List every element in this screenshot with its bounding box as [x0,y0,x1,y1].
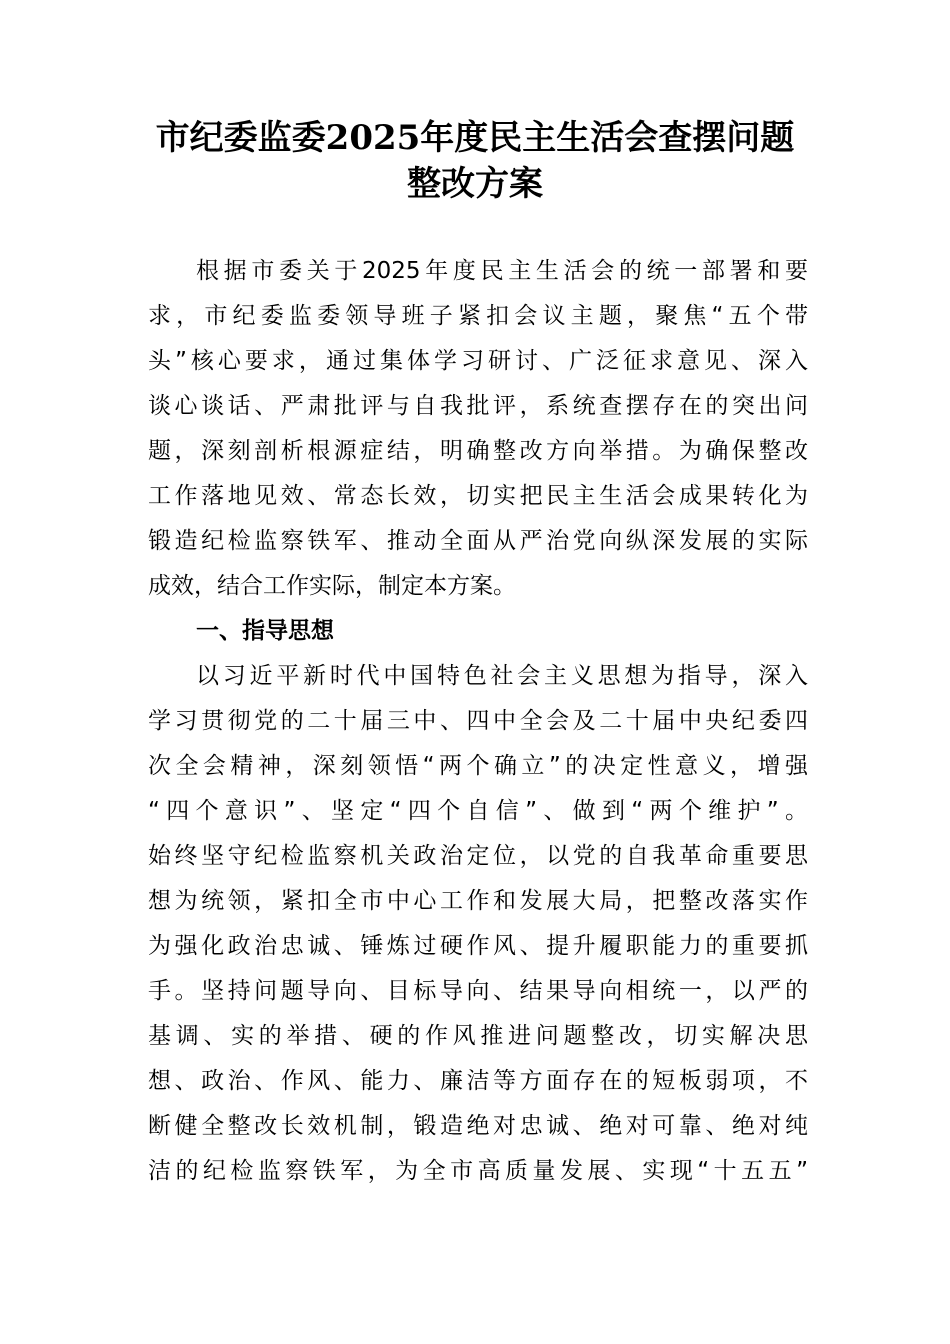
section-1-line: 学习贯彻党的二十届三中、四中全会及二十届中央纪委四 [148,708,808,734]
document-title-line-1: 市纪委监委2025年度民主生活会查摆问题 [155,118,795,158]
section-1-line: 以习近平新时代中国特色社会主义思想为指导，深入 [196,663,808,689]
intro-line: 成效，结合工作实际，制定本方案。 [148,573,516,599]
intro-line: 头”核心要求，通过集体学习研讨、广泛征求意见、深入 [148,348,808,374]
section-1-line: 洁的纪检监察铁军，为全市高质量发展、实现“十五五” [148,1158,808,1184]
section-1-line: 想为统领，紧扣全市中心工作和发展大局，把整改落实作 [148,888,808,914]
intro-line: 谈心谈话、严肃批评与自我批评，系统查摆存在的突出问 [148,393,808,419]
document-title-line-2: 整改方案 [407,164,543,204]
section-1-line: 为强化政治忠诚、锤炼过硬作风、提升履职能力的重要抓 [148,933,808,959]
section-1-line: 想、政治、作风、能力、廉洁等方面存在的短板弱项，不 [148,1068,808,1094]
section-1-line: 基调、实的举措、硬的作风推进问题整改，切实解决思 [148,1023,808,1049]
section-1-line: 次全会精神，深刻领悟“两个确立”的决定性意义，增强 [148,753,808,779]
section-1-line: “四个意识”、坚定“四个自信”、做到“两个维护”。 [148,798,808,824]
section-1-line: 断健全整改长效机制，锻造绝对忠诚、绝对可靠、绝对纯 [148,1113,808,1139]
intro-line: 题，深刻剖析根源症结，明确整改方向举措。为确保整改 [148,438,808,464]
section-1-line: 始终坚守纪检监察机关政治定位，以党的自我革命重要思 [148,843,808,869]
intro-line: 根据市委关于2025年度民主生活会的统一部署和要 [196,258,808,284]
intro-line: 工作落地见效、常态长效，切实把民主生活会成果转化为 [148,483,808,509]
intro-line: 锻造纪检监察铁军、推动全面从严治党向纵深发展的实际 [148,528,808,554]
section-heading-guiding-ideology: 一、指导思想 [196,618,334,644]
section-1-line: 手。坚持问题导向、目标导向、结果导向相统一，以严的 [148,978,808,1004]
intro-line: 求，市纪委监委领导班子紧扣会议主题，聚焦“五个带 [148,303,808,329]
